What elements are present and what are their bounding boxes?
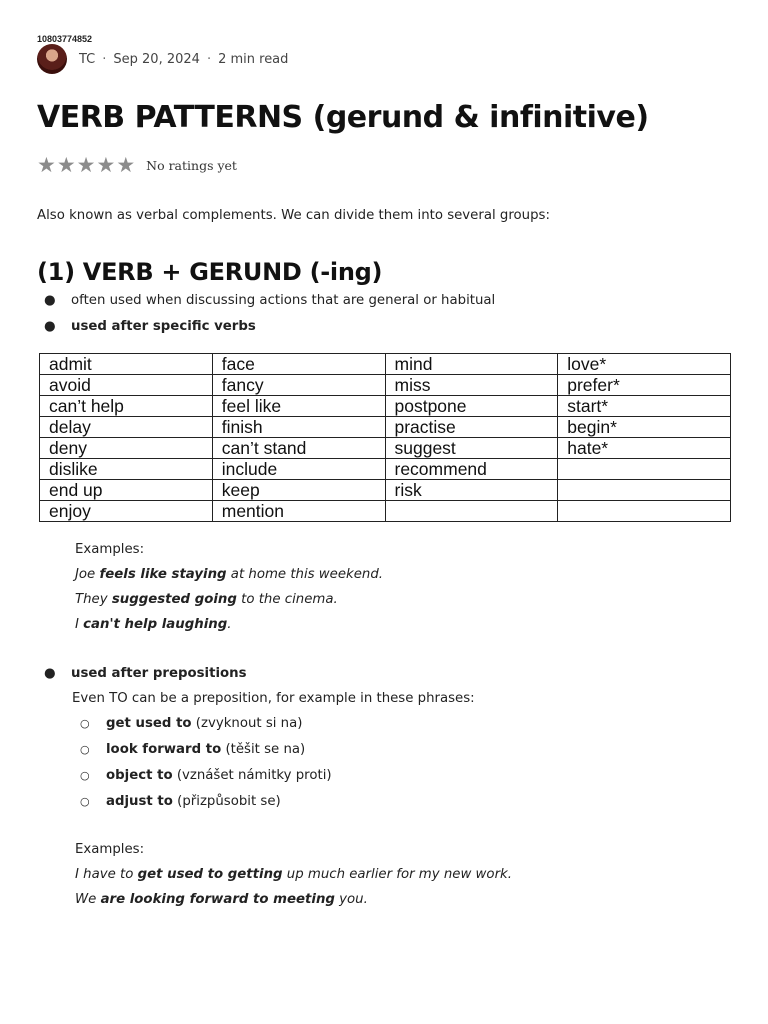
star-icon[interactable]: ★ [96,153,116,177]
examples-label: Examples: [75,542,145,557]
example-text: at home this weekend. [226,567,384,582]
table-cell: finish [212,417,385,438]
star-icon[interactable]: ★ [116,153,136,177]
example-sentence [75,567,383,582]
example-sentence [75,617,231,632]
rating-widget [37,155,237,175]
verbs-table [39,353,731,522]
table-cell [558,501,731,522]
table-cell: end up [40,480,213,501]
table-cell: miss [385,375,558,396]
circle-bullet-icon: ○ [80,717,90,730]
phrase-bold: object to [106,768,173,783]
table-cell: fancy [212,375,385,396]
table-cell: can’t help [40,396,213,417]
circle-bullet-icon: ○ [80,795,90,808]
separator-dot: · [102,51,107,67]
examples-label: Examples: [75,842,145,857]
example-highlight: get used to getting [137,867,283,882]
list-item-text: used after prepositions [71,666,247,681]
example-text: up much earlier for my new work. [282,867,512,882]
table-cell: recommend [385,459,558,480]
table-row [40,459,731,480]
example-highlight: suggested going [111,592,237,607]
page-title: VERB PATTERNS (gerund & infinitive) [37,100,649,135]
table-row [40,396,731,417]
table-cell: can’t stand [212,438,385,459]
author-name[interactable]: TC [79,51,96,67]
circle-bullet-icon: ○ [80,769,90,782]
list-item-text: used after specific verbs [71,319,256,334]
section-heading: (1) VERB + GERUND (-ing) [37,258,383,286]
list-item [44,293,495,308]
example-highlight: can't help laughing [83,617,228,632]
table-cell: postpone [385,396,558,417]
example-text: We [75,892,101,907]
bullet-icon: ● [44,666,56,681]
byline [37,44,288,74]
example-text: Joe [75,567,100,582]
rating-label: No ratings yet [146,157,237,173]
intro-paragraph: Also known as verbal complements. We can divide them into several groups: [37,208,550,223]
phrase-bold: adjust to [106,794,173,809]
separator-dot: · [206,51,212,67]
table-cell: mention [212,501,385,522]
example-text: I [75,617,84,632]
table-row [40,375,731,396]
sub-list-item [80,716,302,731]
table-cell: avoid [40,375,213,396]
table-cell: love* [558,354,731,375]
table-cell: face [212,354,385,375]
table-cell: begin* [558,417,731,438]
table-cell: delay [40,417,213,438]
list-item [44,666,247,681]
publish-date: Sep 20, 2024 [113,51,200,67]
circle-bullet-icon: ○ [80,743,90,756]
phrase-translation: (těšit se na) [221,742,306,757]
read-time: 2 min read [218,51,289,67]
author-avatar[interactable] [37,44,67,74]
example-text: I have to [75,867,138,882]
example-sentence [75,892,368,907]
table-row [40,501,731,522]
phrase-bold: get used to [106,716,192,731]
star-icon[interactable]: ★ [76,153,96,177]
document-id: 10803774852 [37,34,93,44]
phrase-translation: (přizpůsobit se) [172,794,281,809]
table-cell: prefer* [558,375,731,396]
table-cell: deny [40,438,213,459]
bullet-icon: ● [44,293,56,308]
table-cell: keep [212,480,385,501]
example-text: . [227,617,232,632]
table-cell: mind [385,354,558,375]
example-highlight: are looking forward to meeting [100,892,335,907]
table-row [40,417,731,438]
table-cell: suggest [385,438,558,459]
sub-list-item [80,768,332,783]
star-icon[interactable]: ★ [56,153,76,177]
example-text: you. [334,892,368,907]
example-text: They [75,592,112,607]
table-cell: risk [385,480,558,501]
table-cell: include [212,459,385,480]
phrase-translation: (vznášet námitky proti) [172,768,332,783]
example-sentence [75,867,512,882]
table-cell: hate* [558,438,731,459]
table-cell: dislike [40,459,213,480]
table-cell: admit [40,354,213,375]
bullet-icon: ● [44,319,56,334]
example-sentence [75,592,338,607]
phrase-translation: (zvyknout si na) [191,716,303,731]
sub-list-item [80,794,281,809]
sub-list-item [80,742,305,757]
list-item-text: often used when discussing actions that are general or habitual [71,293,496,308]
preposition-note: Even TO can be a preposition, for example in these phrases: [72,691,475,706]
table-row [40,480,731,501]
example-highlight: feels like staying [99,567,227,582]
table-cell: enjoy [40,501,213,522]
table-cell [558,459,731,480]
table-cell: practise [385,417,558,438]
table-row [40,354,731,375]
list-item [44,319,256,334]
table-cell [385,501,558,522]
table-row [40,438,731,459]
example-text: to the cinema. [236,592,338,607]
phrase-bold: look forward to [106,742,222,757]
table-cell: start* [558,396,731,417]
table-cell [558,480,731,501]
table-cell: feel like [212,396,385,417]
star-icon[interactable]: ★ [37,153,56,177]
